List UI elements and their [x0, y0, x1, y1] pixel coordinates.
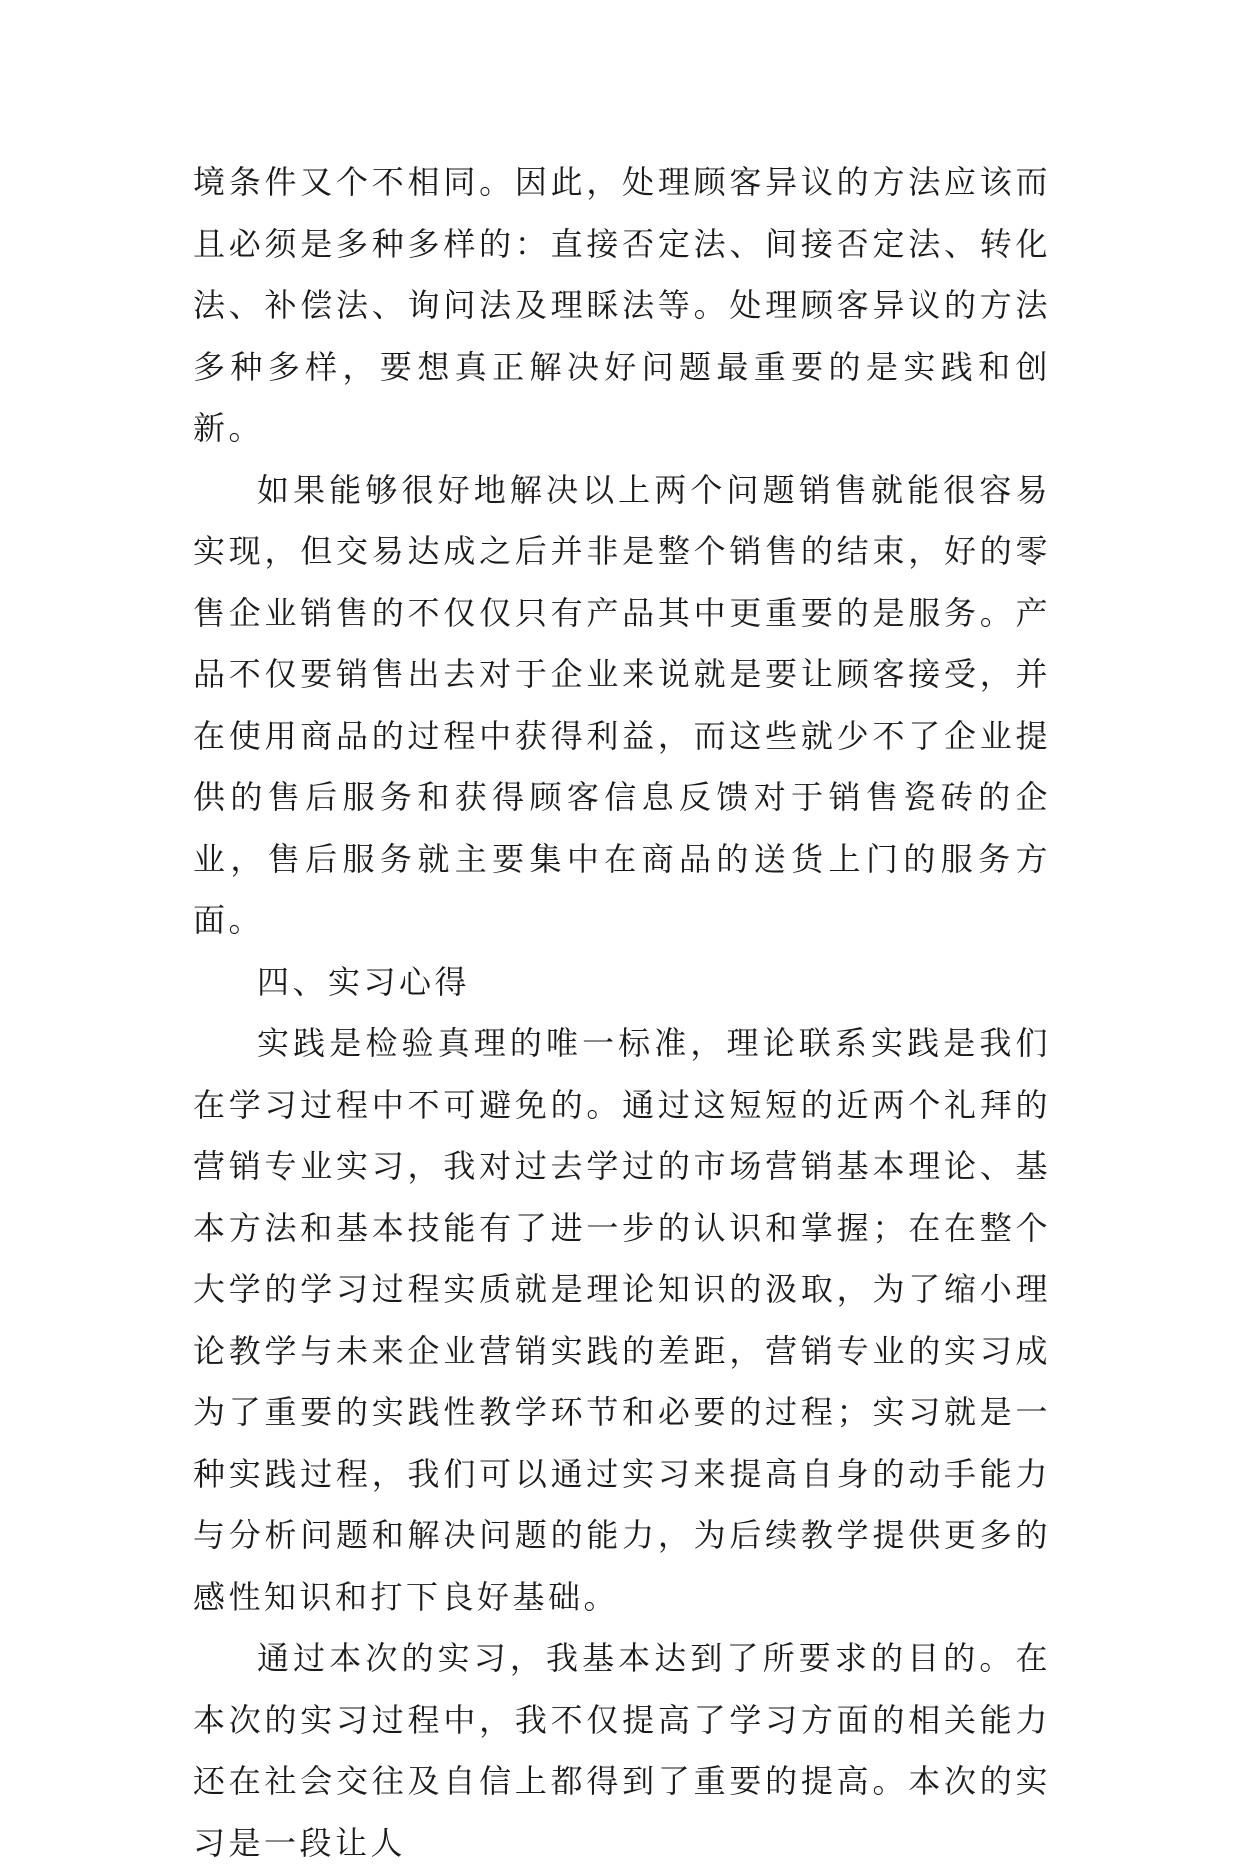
paragraph-internship-outcome: 通过本次的实习，我基本达到了所要求的目的。在本次的实习过程中，我不仅提高了学习方面的相关能力还在社会交往及自信上都得到了重要的提高。本次的实习是一段让人 [193, 1639, 1051, 1862]
paragraph-continuation: 境条件又个不相同。因此，处理顾客异议的方法应该而且必须是多种多样的：直接否定法、间接否定法、转化法、补偿法、询问法及理睬法等。处理顾客异议的方法多种多样，要想真正解决好问题最重要的是实践和创新。 [193, 163, 1051, 447]
paragraph-practice-and-theory: 实践是检验真理的唯一标准，理论联系实践是我们在学习过程中不可避免的。通过这短短的近两个礼拜的营销专业实习，我对过去学过的市场营销基本理论、基本方法和基本技能有了进一步的认识和掌握；在在整个大学的学习过程实质就是理论知识的汲取，为了缩小理论教学与未来企业营销实践的差距，营销专业的实习成为了重要的实践性教学环节和必要的过程；实习就是一种实践过程，我们可以通过实习来提高自身的动手能力与分析问题和解决问题的能力，为后续教学提供更多的感性知识和打下良好基础。 [193, 1024, 1051, 1616]
document-body [193, 152, 1051, 1874]
section-heading-internship-reflections: 四、实习心得 [257, 962, 471, 1001]
paragraph-after-sales-service: 如果能够很好地解决以上两个问题销售就能很容易实现，但交易达成之后并非是整个销售的结束，好的零售企业销售的不仅仅只有产品其中更重要的是服务。产品不仅要销售出去对于企业来说就是要让顾客接受，并在使用商品的过程中获得利益，而这些就少不了企业提供的售后服务和获得顾客信息反馈对于销售瓷砖的企业，售后服务就主要集中在商品的送货上门的服务方面。 [193, 470, 1051, 939]
